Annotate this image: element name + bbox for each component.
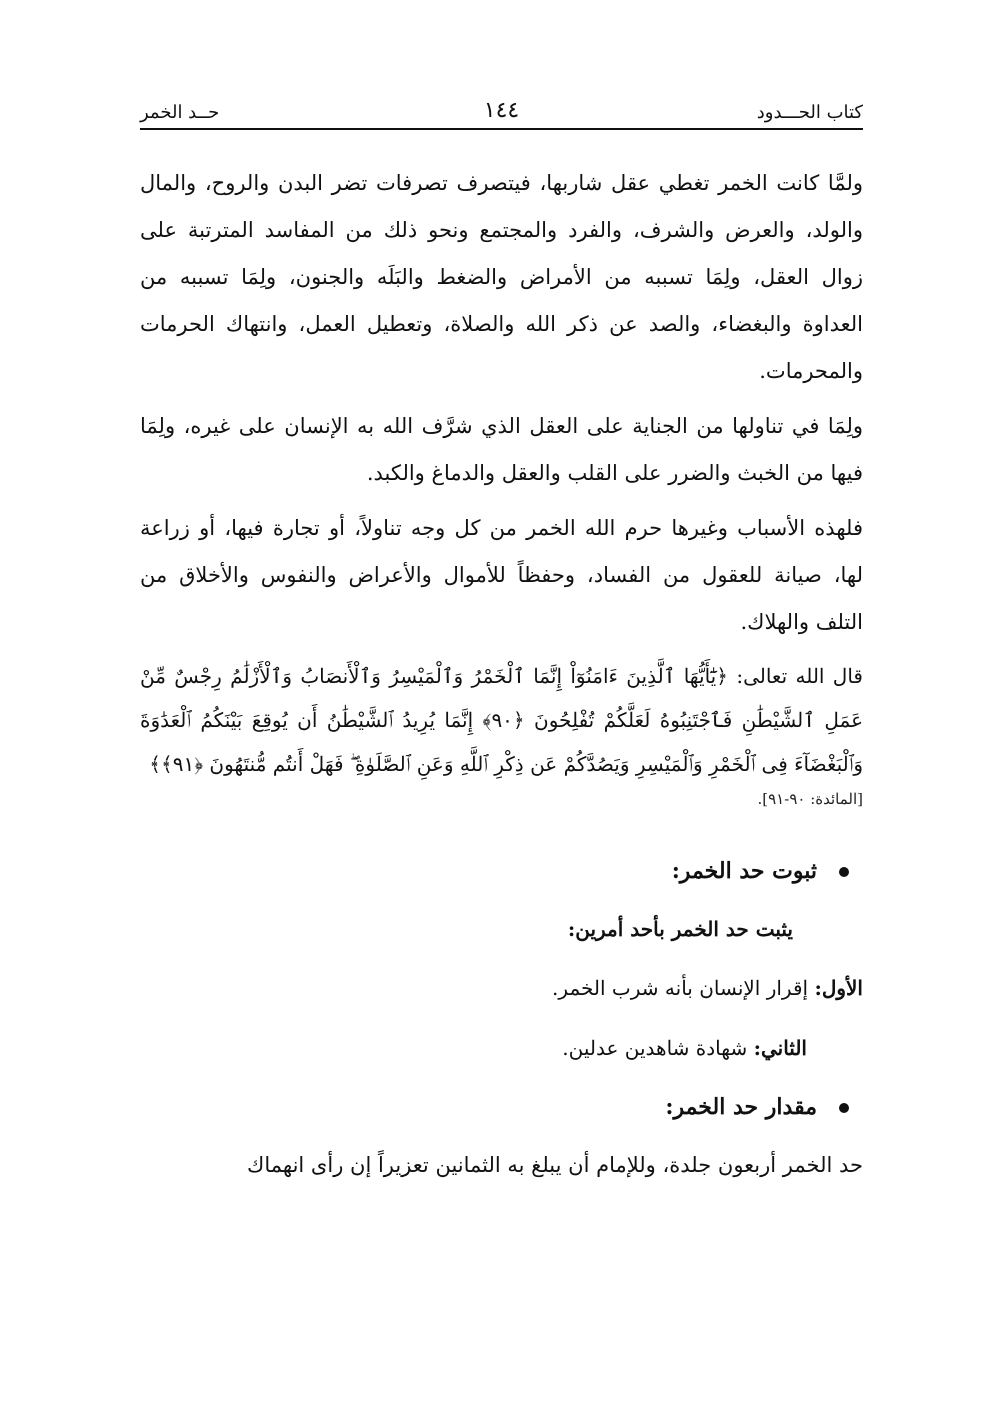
section-heading-amount — [140, 1078, 863, 1136]
proof-item-first — [140, 958, 863, 1018]
page-body — [140, 160, 863, 1197]
quran-intro: قال الله تعالى: — [736, 664, 863, 688]
quran-quote — [140, 654, 863, 786]
section-heading-amount-text: مقدار حد الخمر: — [665, 1094, 817, 1120]
bullet-icon — [839, 867, 849, 877]
proof-item-second-text: شهادة شاهدين عدلين. — [562, 1036, 748, 1060]
proof-subheading: يثبت حد الخمر بأحد أمرين: — [567, 917, 793, 941]
paragraph-intro: ولمَّا كانت الخمر تغطي عقل شاربها، فيتصرف تصرفات تضر البدن والروح، والمال والولد، والعرض والشرف، والفرد والمجتمع ونحو ذلك من المفاسد المترتبة على زوال العقل، ولِمَا تسببه من الأمراض والضغط والبَلَه والجنون، ولِمَا تسببه من العداوة والبغضاء، والصد عن ذكر الله والصلاة، وتعطيل العمل، وانتهاك الحرمات والمحرمات. — [140, 171, 863, 383]
proof-item-first-text: إقرار الإنسان بأنه شرب الخمر. — [552, 976, 809, 1000]
page-number: ١٤٤ — [483, 98, 520, 123]
paragraph-prohibition: فلهذه الأسباب وغيرها حرم الله الخمر من كل وجه تناولاً، أو تجارة فيها، أو زراعة لها، صيانة للعقول من الفساد، وحفظاً للأموال والأعراض والنفوس والأخلاق من التلف والهلاك. — [140, 516, 863, 634]
section-heading-proof — [140, 842, 863, 900]
bullet-icon — [839, 1103, 849, 1113]
paragraph-amount: حد الخمر أربعون جلدة، وللإمام أن يبلغ به الثمانين تعزيراً إن رأى انهماك — [247, 1153, 863, 1177]
chapter-title: حــد الخمر — [140, 102, 220, 123]
quran-verse: ﴿يَٰٓأَيُّهَا ٱلَّذِينَ ءَامَنُوٓاْ إِنَّمَا ٱلْخَمْرُ وَٱلْمَيْسِرُ وَٱلْأَنصَابُ وَٱلْأَزْلَٰمُ رِجْسٌ مِّنْ عَمَلِ ٱلشَّيْطَٰنِ فَٱجْتَنِبُوهُ لَعَلَّكُمْ تُفْلِحُونَ ﴿٩٠﴾ إِنَّمَا يُرِيدُ ٱلشَّيْطَٰنُ أَن يُوقِعَ بَيْنَكُمُ ٱلْعَدَٰوَةَ وَٱلْبَغْضَآءَ فِى ٱلْخَمْرِ وَٱلْمَيْسِرِ وَيَصُدَّكُمْ عَن ذِكْرِ ٱللَّهِ وَعَنِ ٱلصَّلَوٰةِ ۖ فَهَلْ أَنتُم مُّنتَهُونَ ﴿٩١﴾﴾ — [140, 664, 863, 776]
proof-item-second-label: الثاني: — [753, 1036, 807, 1060]
surah-reference: [المائدة: ٩٠-٩١]. — [757, 790, 863, 808]
proof-item-second — [140, 1018, 863, 1078]
proof-item-first-label: الأول: — [814, 976, 863, 1000]
page-header — [140, 98, 863, 130]
section-heading-proof-text: ثبوت حد الخمر: — [671, 858, 817, 884]
paragraph-harm: ولِمَا في تناولها من الجناية على العقل الذي شرَّف الله به الإنسان على غيره، ولِمَا فيها من الخبث والضرر على القلب والعقل والدماغ والكبد. — [140, 414, 863, 485]
book-title: كتاب الحـــدود — [756, 102, 863, 123]
